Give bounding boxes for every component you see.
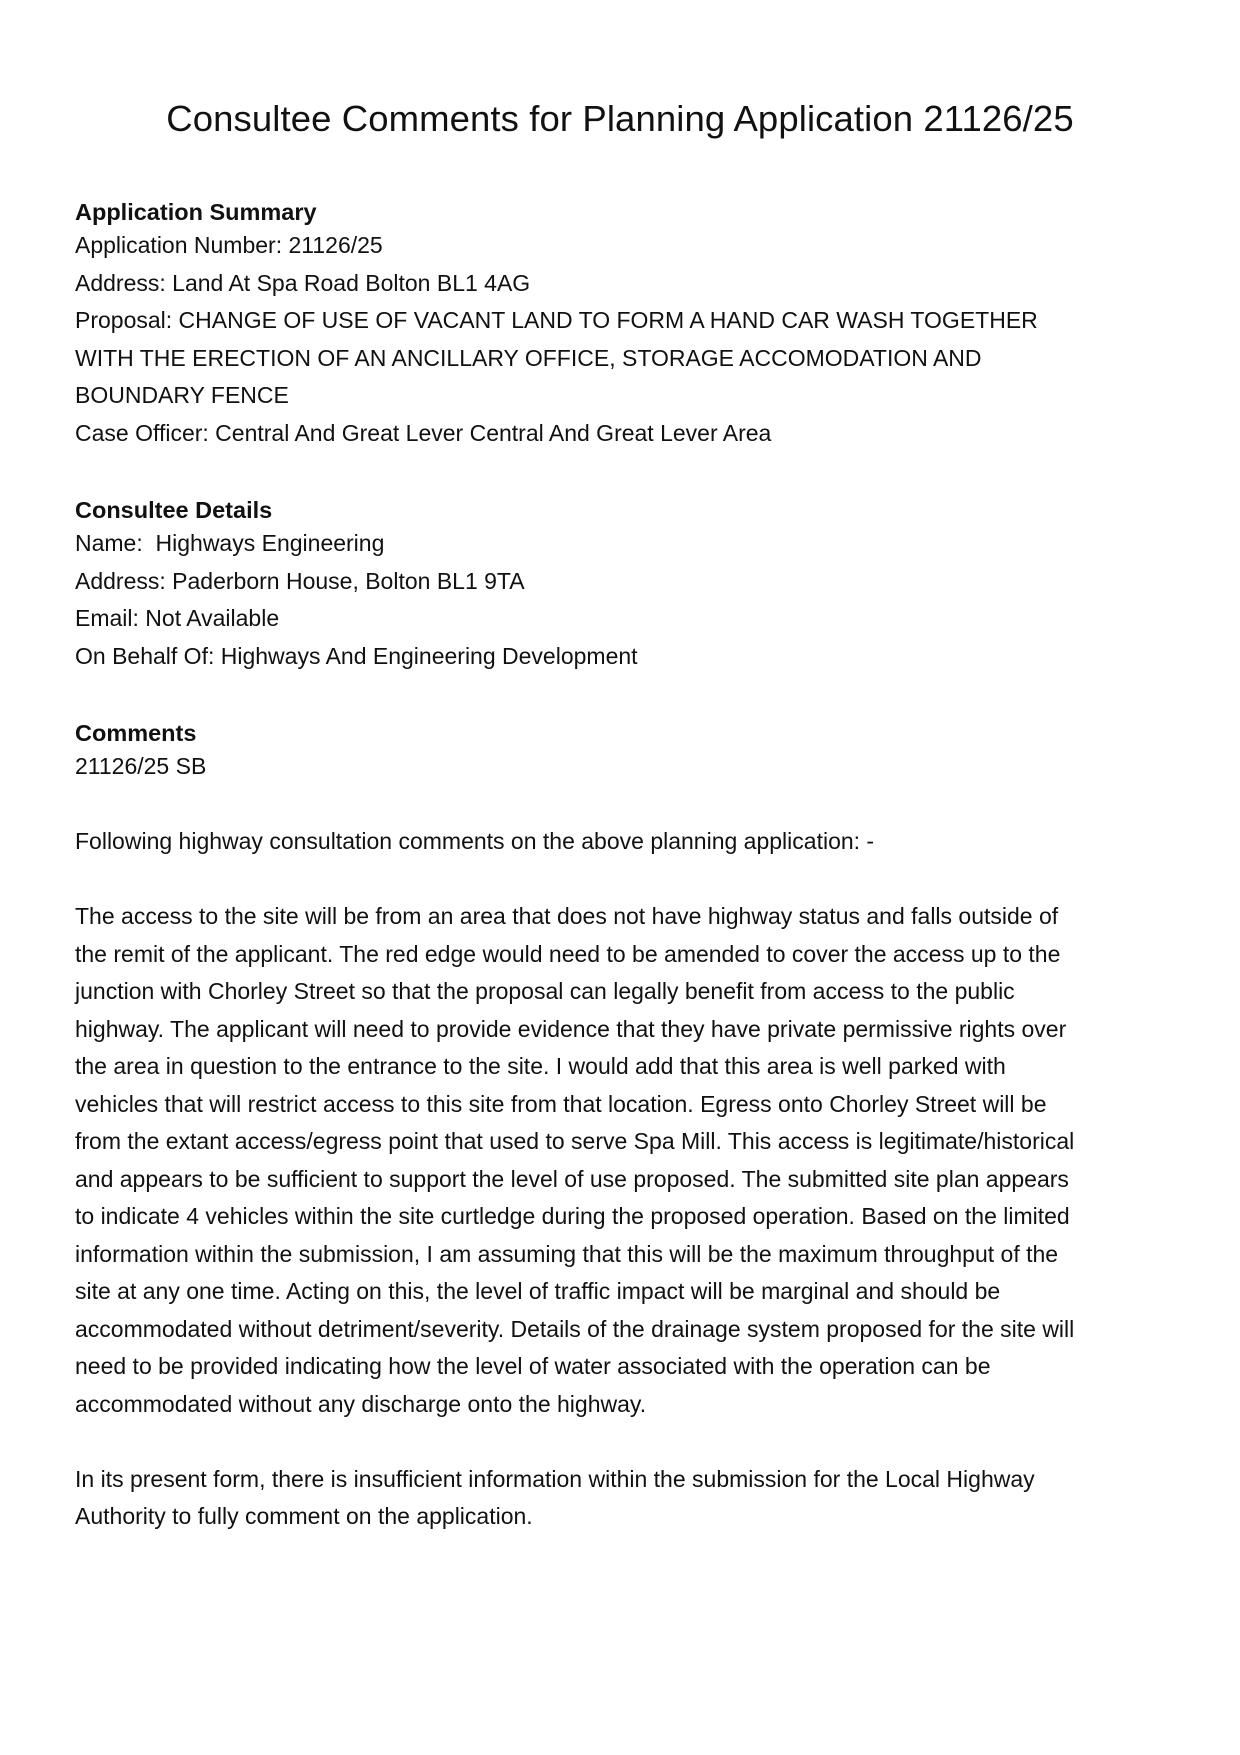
comments-body-line: junction with Chorley Street so that the proposal can legally benefit from access to the public [75,978,1015,1004]
spacer [75,141,1165,197]
comments-body-line: The access to the site will be from an area that does not have highway status and falls outside of [75,903,1059,929]
comments-body-line: the remit of the applicant. The red edge would need to be amended to cover the access up to the [75,940,1061,967]
comments-body-line: the area in question to the entrance to the site. I would add that this area is well parked with [75,1053,1006,1079]
proposal-line-1: Proposal: CHANGE OF USE OF VACANT LAND TO FORM A HAND CAR WASH TOGETHER [75,307,1038,333]
application-address: Address: Land At Spa Road Bolton BL1 4AG [75,269,531,296]
spacer [75,675,1165,718]
application-summary-section [75,197,1165,452]
application-summary-heading: Application Summary [75,199,317,225]
consultee-details-section [75,495,1165,675]
comments-body-line: need to be provided indicating how the level of water associated with the operation can be [75,1353,991,1379]
comments-reference: 21126/25 SB [75,753,207,779]
comments-body-line: accommodated without any discharge onto the highway. [75,1390,647,1417]
consultee-email: Email: Not Available [75,605,280,631]
comments-intro: Following highway consultation comments on the above planning application: - [75,828,875,854]
comments-closing [75,1461,1165,1536]
comments-closing-line: In its present form, there is insufficient information within the submission for the Local Highway [75,1465,1035,1492]
consultee-name: Name: Highways Engineering [75,530,385,556]
case-officer: Case Officer: Central And Great Lever Central And Great Lever Area [75,419,772,446]
proposal-line-3: BOUNDARY FENCE [75,382,289,408]
comments-body-line: and appears to be sufficient to support the level of use proposed. The submitted site plan appears [75,1165,1069,1192]
consultee-address: Address: Paderborn House, Bolton BL1 9TA [75,567,525,594]
spacer [75,786,1165,824]
spacer [75,861,1165,899]
comments-body-line: from the extant access/egress point that used to serve Spa Mill. This access is legitimate/historical [75,1128,1075,1154]
consultee-details-heading: Consultee Details [75,497,273,523]
comments-body-line: accommodated without detriment/severity. Details of the drainage system proposed for the site will [75,1315,1075,1342]
comments-body-line: vehicles that will restrict access to this site from that location. Egress onto Chorley Street will be [75,1090,1047,1117]
comments-section [75,718,1165,1536]
consultee-on-behalf-of: On Behalf Of: Highways And Engineering Development [75,642,638,669]
comments-closing-line: Authority to fully comment on the application. [75,1503,533,1529]
comments-body-line: to indicate 4 vehicles within the site curtledge during the proposed operation. Based on the limited [75,1203,1070,1229]
comments-body [75,898,1165,1423]
spacer [75,452,1165,495]
comments-body-line: information within the submission, I am assuming that this will be the maximum throughput of the [75,1240,1059,1267]
page-title: Consultee Comments for Planning Application 21126/25 [166,98,1074,139]
proposal-line-2: WITH THE ERECTION OF AN ANCILLARY OFFICE, STORAGE ACCOMODATION AND [75,344,982,371]
comments-heading: Comments [75,720,197,746]
comments-body-line: highway. The applicant will need to provide evidence that they have private permissive rights over [75,1015,1067,1042]
application-number: Application Number: 21126/25 [75,232,383,258]
spacer [75,1423,1165,1461]
comments-body-line: site at any one time. Acting on this, the level of traffic impact will be marginal and should be [75,1278,1001,1304]
